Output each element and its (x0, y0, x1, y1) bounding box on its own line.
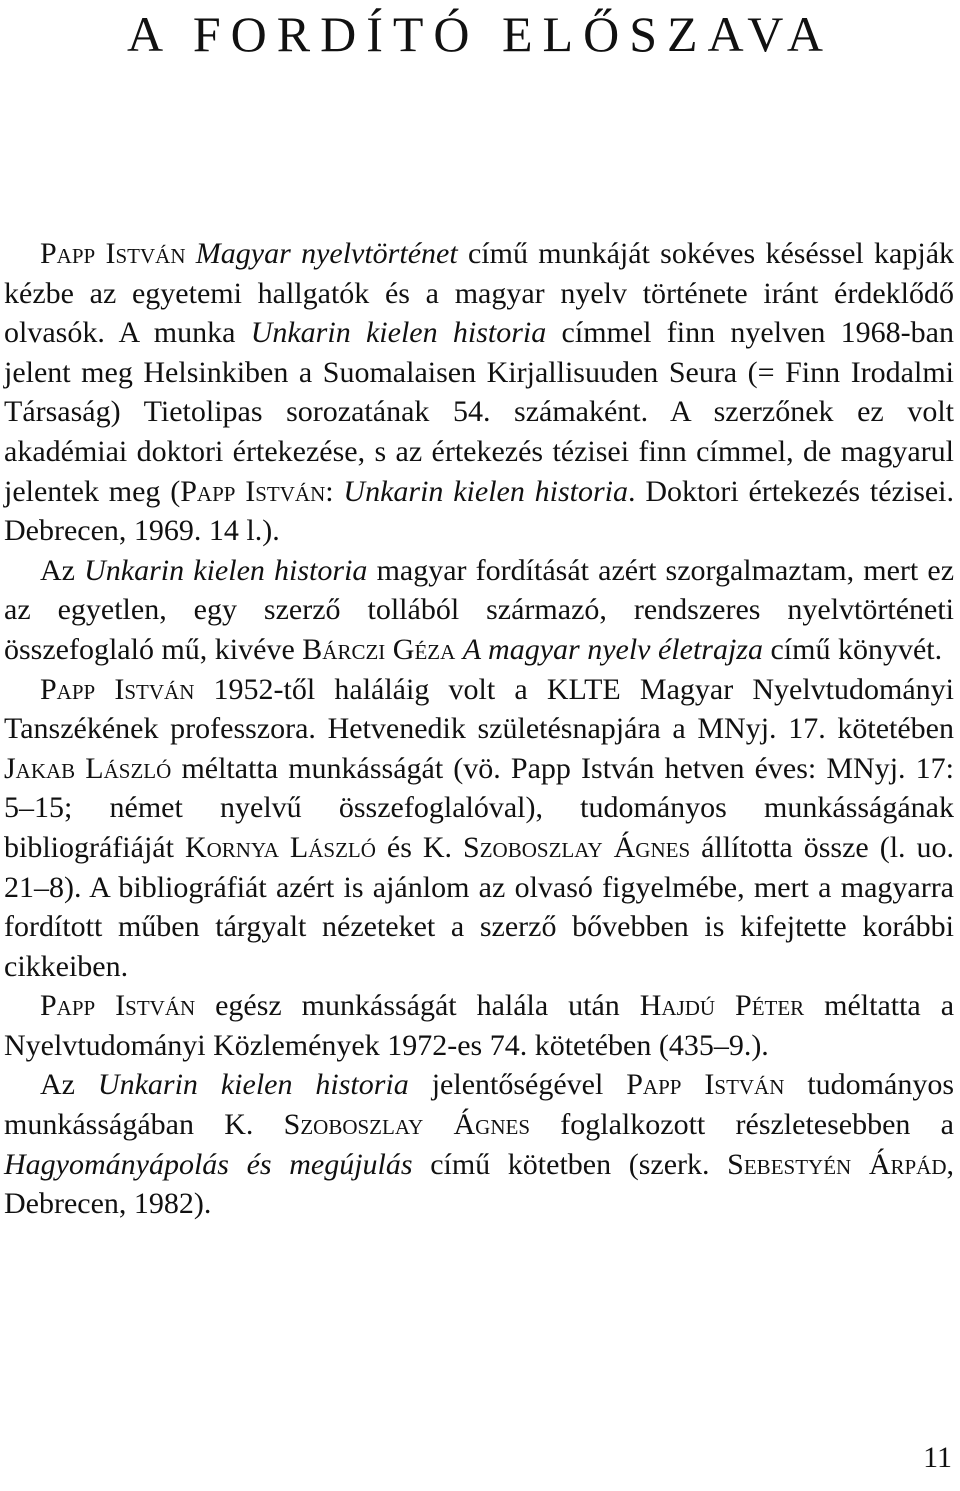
text-run: 1952-től haláláig volt a KLTE Magyar Nyelvtudományi Tanszékének professzora. Hetvenedik születésnapjára a MNyj. 17. kötetében (4, 672, 954, 746)
person-name: Papp István (40, 672, 195, 706)
text-run: Az (40, 1068, 98, 1102)
person-name: Papp István (40, 237, 186, 270)
text-run: . Doktori értekezés tézisei. Debrecen, 1969. 14 l.). (4, 474, 955, 548)
paragraph (4, 234, 954, 551)
italic-text: Unkarin kielen historia (84, 553, 368, 587)
text-run: egész munkásságát halála után (195, 989, 640, 1023)
italic-text: A magyar nyelv életrajza (462, 632, 763, 666)
text-run: állította össze (l. uo. 21–8). A bibliográfiát azért is ajánlom az olvasó figyelmébe, mert a magyarra fordított műben tárgyalt nézeteket a szerző bővebben is kifejtette korábbi cikkeiben. (4, 830, 955, 983)
text-run: címmel finn nyelven 1968-ban jelent meg Helsinkiben a Suomalaisen Kirjallisuuden Seura (= Finn Irodalmi Társaság) Tietolipas sorozatának 54. számaként. A szerzőnek ez volt akadémiai doktori értekezése, s az értekezés tézisei finn címmel, de magyarul jelentek meg ( (4, 316, 954, 508)
text-run: Az (40, 553, 85, 587)
text-run: magyar fordítását azért szorgalmaztam, mert ez az egyetlen, egy szerző tollából származó, rendszeres nyelvtörténeti összefoglaló mű, kivéve (4, 553, 955, 666)
page-number: 11 (923, 1441, 952, 1474)
paragraph (4, 986, 954, 1065)
text-run: méltatta a Nyelvtudományi Közlemények 1972-es 74. kötetében (435–9.). (4, 989, 955, 1062)
text-run: című kötetben (szerk. (412, 1147, 728, 1181)
text-run (186, 237, 196, 270)
person-name: Sebestyén Árpád (727, 1147, 947, 1181)
text-run: , Debrecen, 1982). (4, 1147, 954, 1221)
text-run: tudományos munkásságában K. (4, 1068, 955, 1142)
person-name: Szoboszlay Ágnes (283, 1108, 531, 1142)
person-name: Jakab László (4, 751, 172, 785)
italic-text: Magyar nyelvtörténet (195, 237, 458, 270)
text-run (455, 633, 463, 666)
text-run: méltatta munkásságát (vö. Papp István hetven éves: MNyj. 17: 5–15; német nyelvű összefoglalóval), tudományos munkásságának bibliográfiáját (4, 751, 955, 864)
italic-text: Hagyományápolás és megújulás (4, 1147, 413, 1181)
person-name: Papp István (180, 474, 326, 508)
italic-text: Unkarin kielen historia (343, 474, 629, 508)
text-run: című könyvét. (762, 632, 943, 666)
text-run: foglalkozott részletesebben a (530, 1108, 954, 1142)
text-run: című munkáját sokéves késéssel kapják kézbe az egyetemi hallgatók és a magyar nyelv története iránt érdeklődő olvasók. A munka (4, 237, 955, 350)
paragraph (4, 1065, 954, 1223)
person-name: Papp István (626, 1068, 785, 1102)
italic-text: Unkarin kielen historia (250, 316, 547, 350)
italic-text: Unkarin kielen historia (97, 1068, 409, 1102)
paragraph (4, 551, 954, 670)
person-name: Bárczi Géza (302, 632, 456, 666)
body-text (4, 234, 954, 1224)
person-name: Papp István (40, 989, 196, 1023)
text-run: és K. (375, 830, 464, 864)
person-name: Hajdú Péter (639, 989, 805, 1023)
text-run: : (325, 474, 344, 508)
paragraph (4, 670, 954, 987)
page-title: A FORDÍTÓ ELŐSZAVA (126, 6, 833, 62)
person-name: Kornya László (184, 830, 376, 864)
text-run: jelentőségével (408, 1068, 627, 1102)
person-name: Szoboszlay Ágnes (463, 830, 691, 864)
